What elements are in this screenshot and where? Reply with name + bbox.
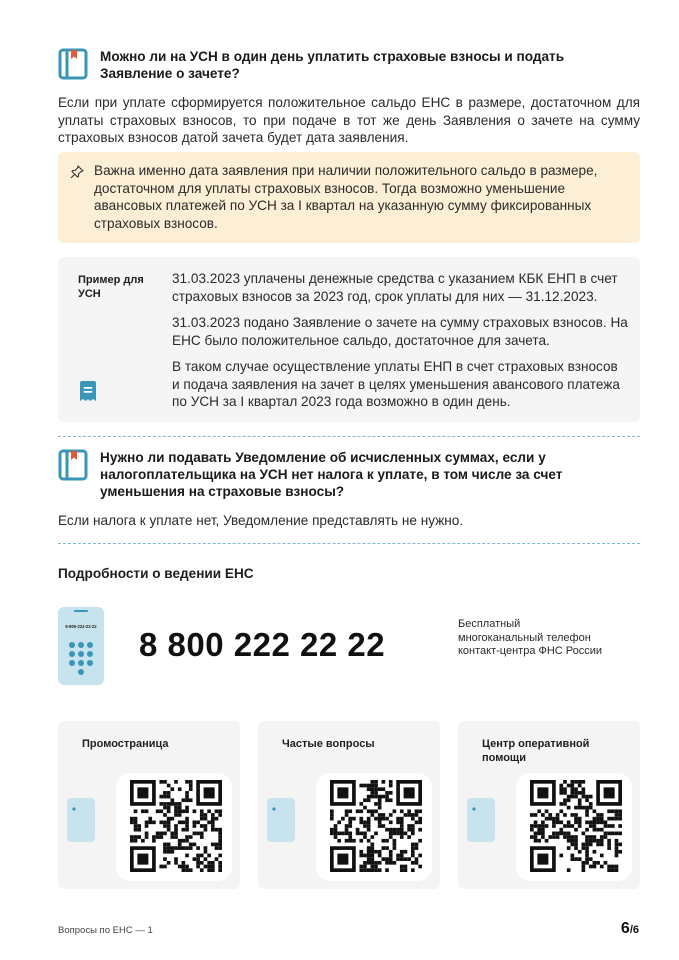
- phone-outline-icon: [266, 797, 296, 843]
- footer-caption: Вопросы по ЕНС — 1: [58, 925, 153, 936]
- question-title: Нужно ли подавать Уведомление об исчисленных суммах, если у налогоплательщика на УСН нет налога к уплате, в том числе за счет уменьшения на страховые взносы?: [100, 450, 563, 499]
- example-paragraph: 31.03.2023 подано Заявление о зачете на сумму страховых взносов. На ЕНС было положительное сальдо, достаточное для зачета.: [172, 315, 628, 348]
- faq-item-1: [58, 48, 640, 147]
- faq-item-2: [58, 449, 640, 530]
- note-text: Важна именно дата заявления при наличии положительного сальдо в размере, достаточном для уплаты страховых взносов. Тогда возможно уменьшение авансовых платежей по УСН за I квартал на указанную сумму фиксированных страховых взносов.: [94, 163, 598, 231]
- phone-icon: [58, 607, 104, 685]
- phone-outline-icon: [66, 797, 96, 843]
- qr-frame: [116, 773, 232, 881]
- card-title: Центр оперативной помощи: [482, 738, 590, 764]
- card-title: Частые вопросы: [282, 738, 375, 750]
- page-number: [621, 920, 639, 938]
- qr-card-promo[interactable]: [58, 721, 240, 889]
- divider: [58, 543, 640, 544]
- pin-icon: [70, 165, 84, 179]
- book-icon: [58, 48, 88, 80]
- qr-card-faq[interactable]: [258, 721, 440, 889]
- answer-text: Если налога к уплате нет, Уведомление представлять не нужно.: [58, 513, 464, 528]
- example-paragraph: 31.03.2023 уплачены денежные средства с указанием КБК ЕНП в счет страховых взносов за 2023 год, срок уплаты для них — 31.12.2023.: [172, 271, 618, 304]
- qr-card-help-center[interactable]: [458, 721, 640, 889]
- card-title: Промостраница: [82, 738, 169, 750]
- example-box: [58, 257, 640, 422]
- phone-screen-number: 8-800-222-22-22: [65, 624, 97, 629]
- note-box: [58, 152, 640, 243]
- qr-code[interactable]: [330, 780, 422, 872]
- qr-code[interactable]: [130, 780, 222, 872]
- example-paragraph: В таком случае осуществление уплаты ЕНП в счет страховых взносов и подача заявления на зачет в целях уменьшения авансового платежа по УСН за I квартал 2023 года возможно в один день.: [172, 359, 620, 409]
- hotline-number: 8 800 222 22 22: [139, 626, 386, 663]
- qr-code[interactable]: [530, 780, 622, 872]
- page-total: /6: [629, 924, 639, 936]
- question-title: Можно ли на УСН в один день уплатить страховые взносы и подать Заявление о зачете?: [100, 49, 565, 81]
- qr-frame: [316, 773, 432, 881]
- page-current: 6: [620, 920, 630, 937]
- example-label: Пример для УСН: [78, 274, 144, 300]
- phone-outline-icon: [466, 797, 496, 843]
- section-title: Подробности о ведении ЕНС: [58, 566, 254, 581]
- answer-text: Если при уплате сформируется положительное сальдо ЕНС в размере, достаточном для уплаты страховых взносов, то при подаче в тот же день Заявления о зачете на сумму страховых взносов датой зачета будет дата заявления.: [58, 95, 640, 145]
- divider: [58, 436, 640, 437]
- receipt-icon: [79, 380, 97, 402]
- book-icon: [58, 449, 88, 481]
- qr-frame: [516, 773, 632, 881]
- hotline-description: Бесплатный многоканальный телефон контакт-центра ФНС России: [458, 618, 603, 658]
